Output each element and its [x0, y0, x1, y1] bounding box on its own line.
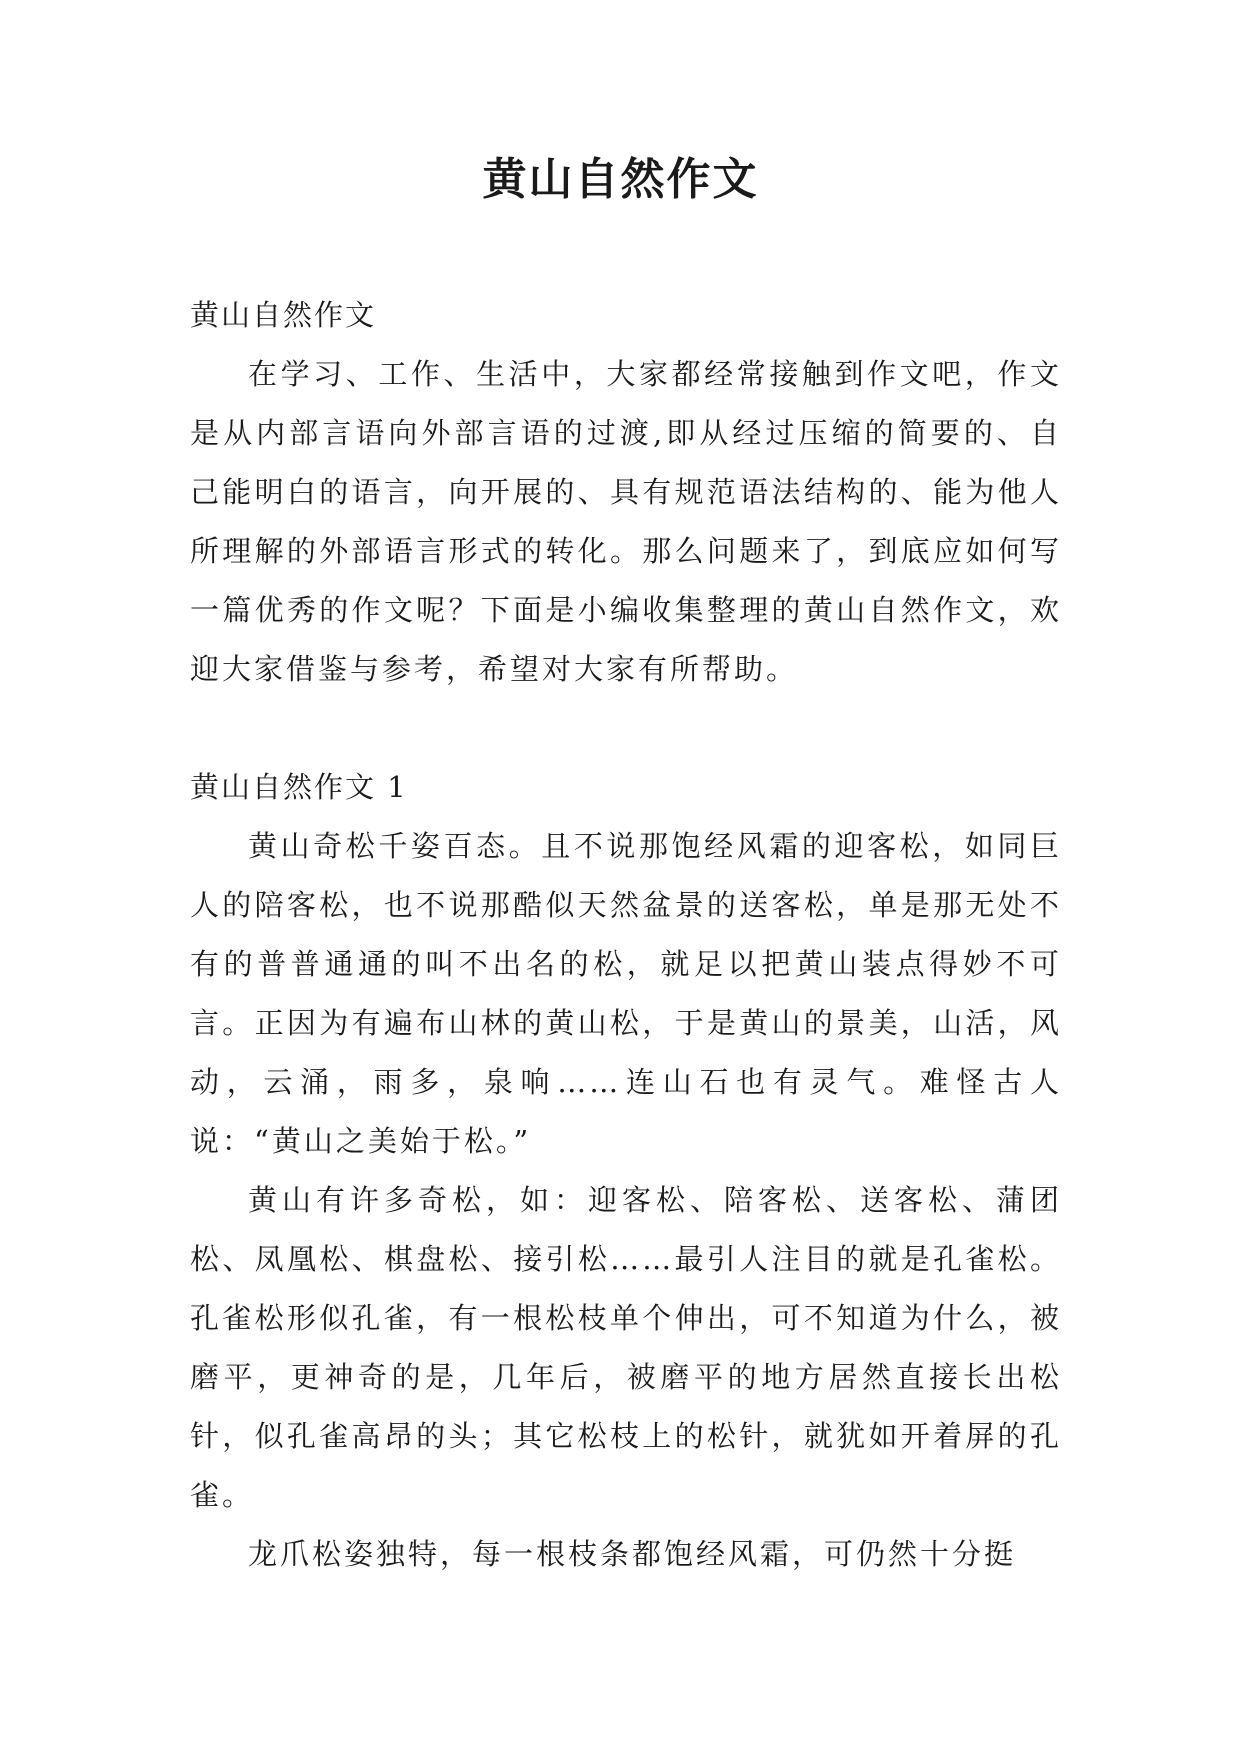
- document-title: 黄山自然作文: [482, 154, 759, 205]
- essay-1-paragraph-1: 黄山奇松千姿百态。且不说那饱经风霜的迎客松，如同巨人的陪客松，也不说那酷似天然盆景的送客松，单是那无处不有的普普通通的叫不出名的松，就足以把黄山装点得妙不可言。正因为有遍布山林的黄山松，于是黄山的景美，山活，风动，云涌，雨多，泉响……连山石也有灵气。难怪古人说：“黄山之美始于松。”: [190, 829, 1062, 1158]
- essay-1-heading: 黄山自然作文 1: [190, 770, 408, 804]
- essay-1-paragraph-2: 黄山有许多奇松，如：迎客松、陪客松、送客松、蒲团松、凤凰松、棋盘松、接引松……最引人注目的就是孔雀松。孔雀松形似孔雀，有一根松枝单个伸出，可不知道为什么，被磨平，更神奇的是，几年后，被磨平的地方居然直接长出松针，似孔雀高昂的头；其它松枝上的松针，就犹如开着屏的孔雀。: [190, 1183, 1062, 1512]
- document-body: [190, 286, 1062, 1584]
- intro-heading: 黄山自然作文: [190, 298, 377, 332]
- essay-1-paragraph-3: 龙爪松姿独特，每一根枝条都饱经风霜，可仍然十分挺: [248, 1537, 1017, 1571]
- intro-paragraph: 在学习、工作、生活中，大家都经常接触到作文吧，作文是从内部言语向外部言语的过渡,即从经过压缩的简要的、自己能明白的语言，向开展的、具有规范语法结构的、能为他人所理解的外部语言形式的转化。那么问题来了，到底应如何写一篇优秀的作文呢？下面是小编收集整理的黄山自然作文，欢迎大家借鉴与参考，希望对大家有所帮助。: [190, 357, 1062, 686]
- section-spacer: [190, 699, 1062, 758]
